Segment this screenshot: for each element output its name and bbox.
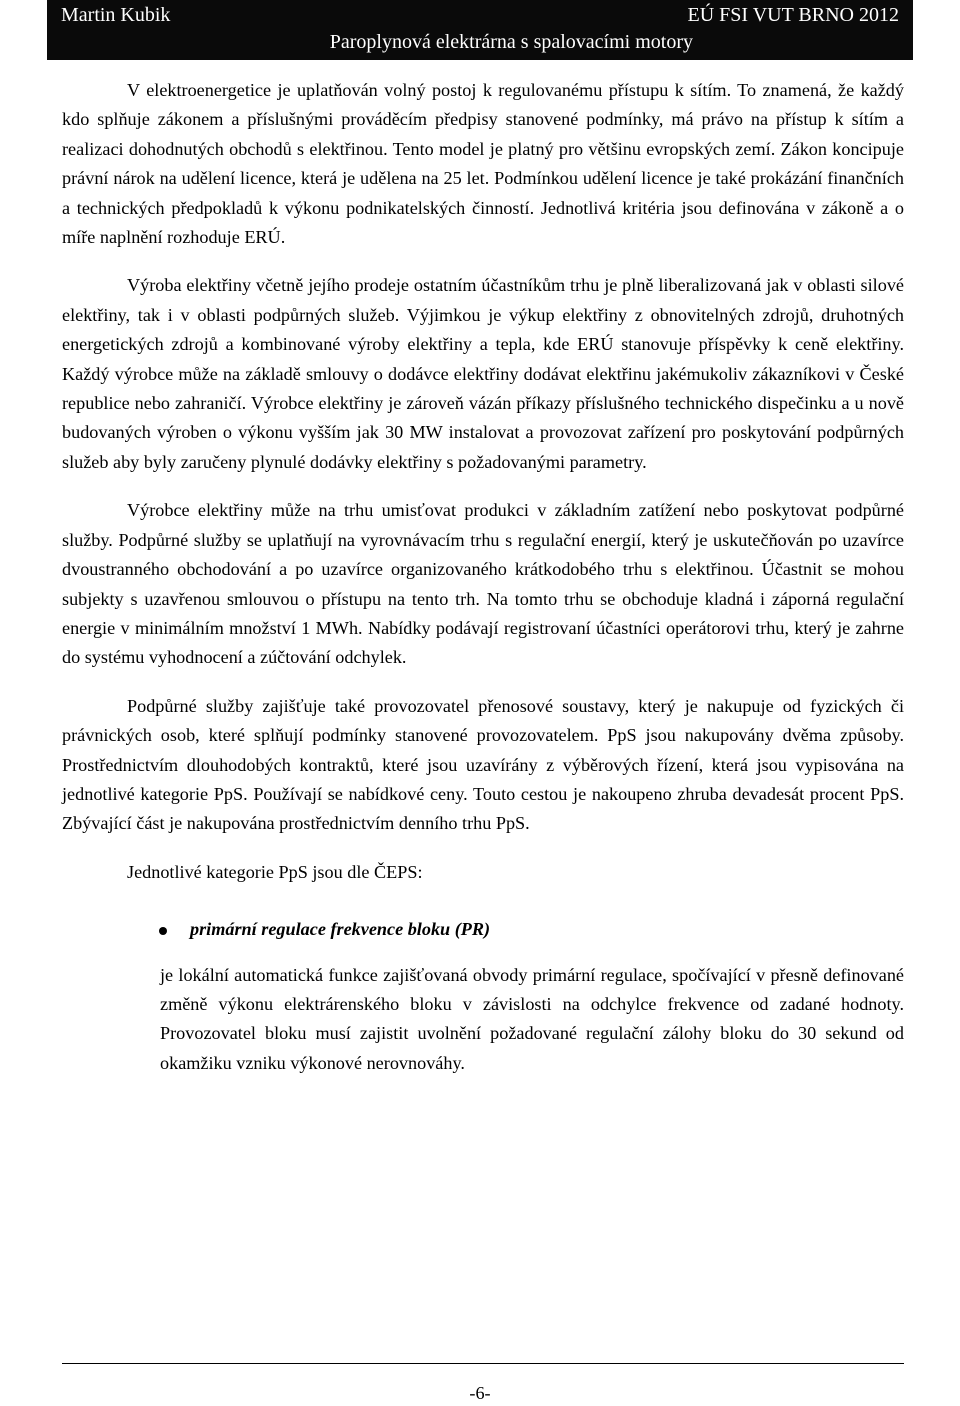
- page-header: [47, 0, 913, 60]
- paragraph-ancillary-services: Podpůrné služby zajišťuje také provozovatel přenosové soustavy, který je nakupuje od fyzických či právnických osob, které splňují podmínky stanovené provozovatelem. PpS jsou nakupovány dvěma způsoby. Prostřednictvím dlouhodobých kontraktů, které jsou uzavírány z výběrových řízení, která jsou vypisována na jednotlivé kategorie PpS. Používají se nabídkové ceny. Touto cestou je nakoupeno zhruba devadesát procent PpS. Zbývající část je nakupována prostřednictvím denního trhu PpS.: [62, 695, 904, 834]
- paragraph-open-access: V elektroenergetice je uplatňován volný postoj k regulovanému přístupu k sítím. To znamená, že každý kdo splňuje zákonem a příslušnými prováděcím předpisy stanovené podmínky, má právo na přístup k sítím a realizaci dohodnutých obchodů s elektřinou. Tento model je platný pro většinu evropských zemí. Zákon koncipuje právní nárok na udělení licence, která je udělena na 25 let. Podmínkou udělení licence je také prokázání finančních a technických předpokladů k výkonu podnikatelských činností. Jednotlivá kritéria jsou definována v zákoně a o míře naplnění rozhoduje ERÚ.: [62, 80, 904, 248]
- bullet-icon: [159, 927, 167, 935]
- page-number: -6-: [469, 1383, 491, 1403]
- list-item: [62, 915, 904, 944]
- bullet-description: je lokální automatická funkce zajišťovaná obvody primární regulace, spočívající v přesně definované změně výkonu elektrárenského bloku v závislosti na odchylce frekvence od zadané hodnoty. Provozovatel bloku musí zajistit uvolnění požadované regulační zálohy bloku do 30 sekund od okamžiku vzniku výkonové nerovnováhy.: [160, 964, 904, 1073]
- bullet-title: primární regulace frekvence bloku (PR): [190, 919, 491, 940]
- paragraph-electricity-production: Výroba elektřiny včetně jejího prodeje ostatním účastníkům trhu je plně liberalizovaná jak v oblasti silové elektřiny, tak i v oblasti podpůrných služeb. Výjimkou je výkup elektřiny z obnovitelných zdrojů, druhotných energetických zdrojů a kombinované výroby elektřiny a tepla, kde ERÚ stanovuje příspěvky k ceně elektřiny. Každý výrobce může na základě smlouvy o dodávce elektřiny dodávat elektřinu jakémukoliv zákazníkovi v České republice nebo zahraničí. Výrobce elektřiny je zároveň vázán příkazy příslušného technického dispečinku a u nově budovaných výroben o výkonu vyšším jak 30 MW instalovat a provozovat zařízení pro poskytování podpůrných služeb aby byly zaručeny plynulé dodávky elektřiny s požadovanými parametry.: [62, 275, 904, 472]
- footer-divider: [62, 1363, 904, 1364]
- header-author: Martin Kubik: [61, 4, 171, 26]
- header-thesis-title: Paroplynová elektrárna s spalovacími motory: [329, 31, 693, 53]
- header-organization: EÚ FSI VUT BRNO 2012: [687, 4, 899, 26]
- document-body: [62, 76, 904, 1097]
- paragraph-producer-market: Výrobce elektřiny může na trhu umisťovat produkci v základním zatížení nebo poskytovat podpůrné služby. Podpůrné služby se uplatňují na vyrovnávacím trhu s regulační energií, který je uskutečňován po uzavírce dvoustranného obchodování a po uzavírce organizovaného krátkodobého trhu s elektřinou. Účastnit se mohou subjekty s uzavřenou smlouvou o přístupu na tento trh. Na tomto trhu se obchoduje kladná i záporná regulační energie v minimálním množství 1 MWh. Nabídky podávají registrovaní účastníci operátorovi trhu, který je zahrne do systému vyhodnocení a zúčtování odchylek.: [62, 500, 904, 668]
- paragraph-categories-intro: Jednotlivé kategorie PpS jsou dle ČEPS:: [127, 861, 423, 882]
